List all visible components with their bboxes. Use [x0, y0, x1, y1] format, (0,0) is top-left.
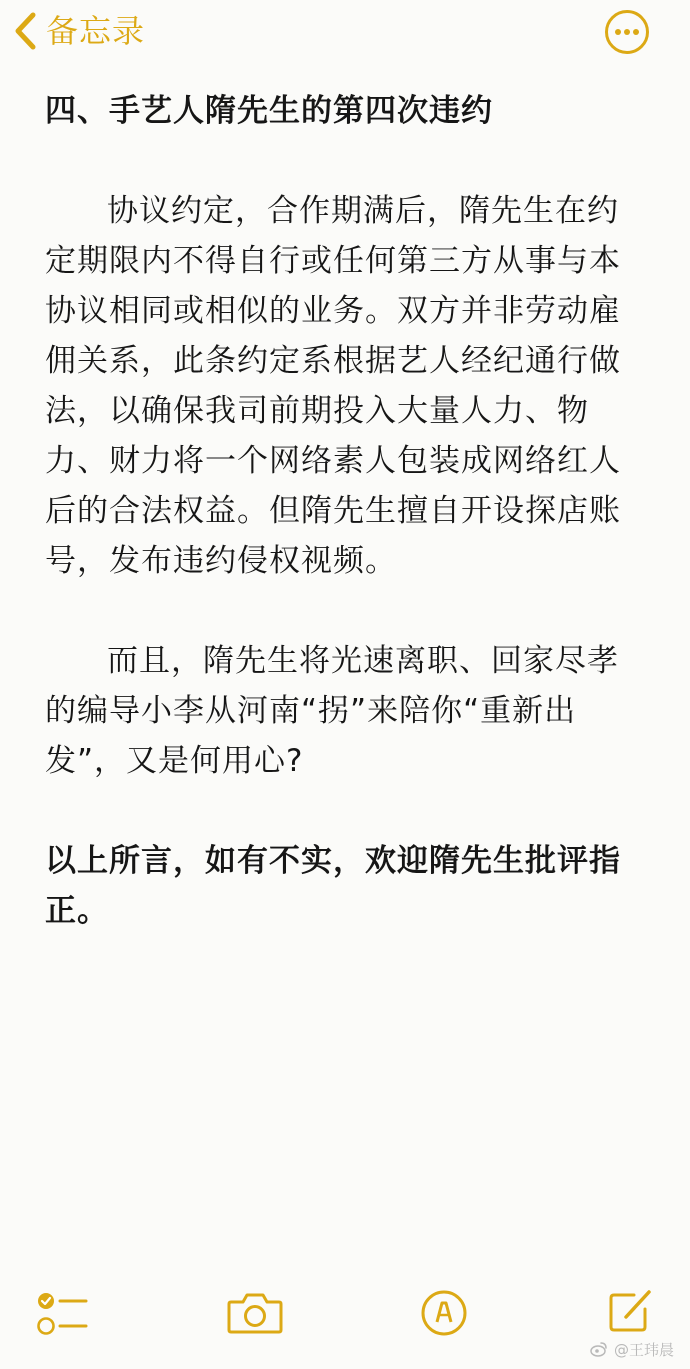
markup-button[interactable] — [420, 1289, 468, 1337]
checklist-button[interactable] — [36, 1291, 88, 1337]
watermark — [590, 1337, 674, 1361]
note-closing: 以上所言，如有不实，欢迎隋先生批评指正。 — [45, 843, 621, 929]
weibo-logo-icon — [590, 1340, 608, 1358]
more-button[interactable] — [604, 9, 650, 55]
camera-button[interactable] — [226, 1290, 284, 1336]
navigation-bar — [0, 0, 690, 70]
watermark-text: @王玮晨 — [613, 1340, 674, 1359]
note-heading: 四、手艺人隋先生的第四次违约 — [45, 93, 493, 129]
bottom-toolbar — [0, 1280, 690, 1350]
chevron-left-icon — [14, 12, 36, 50]
markup-pen-icon — [420, 1289, 468, 1337]
note-body[interactable] — [45, 86, 645, 936]
more-ellipsis-icon — [604, 40, 650, 59]
compose-button[interactable] — [606, 1287, 654, 1335]
blank-line — [45, 136, 645, 186]
blank-line — [45, 586, 645, 636]
note-paragraph-1: 协议约定，合作期满后，隋先生在约定期限内不得自行或任何第三方从事与本协议相同或相似的业务。双方并非劳动雇佣关系，此条约定系根据艺人经纪通行做法，以确保我司前期投入大量人力、物力、财力将一个网络素人包装成网络红人后的合法权益。但隋先生擅自开设探店账号，发布违约侵权视频。 — [45, 193, 621, 579]
back-label: 备忘录 — [46, 12, 146, 50]
note-paragraph-2: 而且，隋先生将光速离职、回家尽孝的编导小李从河南“拐”来陪你“重新出发”，又是何用心? — [45, 643, 619, 779]
back-button[interactable] — [14, 6, 145, 56]
compose-icon — [606, 1287, 654, 1335]
blank-line — [45, 786, 645, 836]
checklist-icon — [36, 1291, 88, 1337]
camera-icon — [226, 1290, 284, 1336]
